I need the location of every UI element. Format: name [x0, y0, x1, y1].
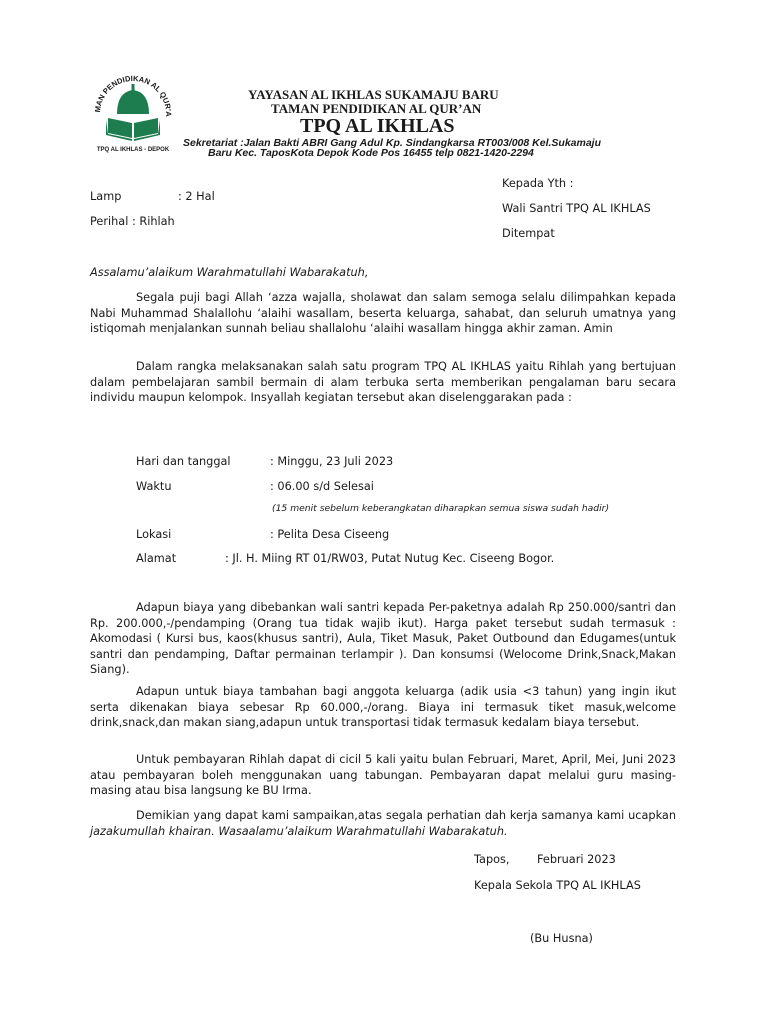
paragraph-opening: Segala puji bagi Allah ‘azza wajalla, sholawat dan salam semoga selalu dilimpahkan kepada Nabi Muhammad Shalallohu ‘alaihi wasallam, beserta keluarga, sahabat, dan seluruh umatnya yang istiqomah menjalankan sunnah beliau shallalohu ‘alaihi wasallam hingga akhir zaman. Amin: [90, 291, 676, 335]
signature-role: Kepala Sekola TPQ AL IKHLAS: [474, 879, 641, 892]
waktu-label: Waktu: [136, 480, 172, 493]
logo-bottom-text: TPQ AL IKHLAS - DEPOK: [96, 147, 170, 153]
lamp-value: : 2 Hal: [178, 190, 215, 203]
recipient-line-1: Kepada Yth :: [502, 177, 574, 190]
school-type: TAMAN PENDIDIKAN AL QUR’AN: [271, 101, 482, 116]
paragraph-purpose: Dalam rangka melaksanakan salah satu program TPQ AL IKHLAS yaitu Rihlah yang bertujuan dalam pembelajaran sambil bermain di alam terbuka serta memberikan pengalaman baru secara individu maupun kelompok. Insyallah kegiatan tersebut akan diselenggarakan pada :: [90, 360, 676, 404]
paragraph-cost: Adapun biaya yang dibebankan wali santri kepada Per-paketnya adalah Rp 250.000/santri dan Rp. 200.000,-/pendamping (Orang tua tidak wajib ikut). Harga paket tersebut sudah termasuk : Akomodasi ( Kursi bus, kaos(khusus santri), Aula, Tiket Masuk, Paket Outbound dan Edugames(untuk santri dan pendamping, Daftar permainan terlampir ). Dan konsumsi (Welocome Drink,Snack,Makan Siang).: [90, 601, 676, 676]
hari-value: : Minggu, 23 Juli 2023: [270, 455, 394, 468]
address-line-1: Sekretariat :Jalan Bakti ABRI Gang Adul Kp. Sindangkarsa RT003/008 Kel.Sukamaju: [183, 137, 602, 149]
paragraph-extra-cost: Adapun untuk biaya tambahan bagi anggota keluarga (adik usia <3 tahun) yang ingin ikut serta dikenakan biaya sebesar Rp 60.000,-/orang. Biaya ini termasuk tiket masuk,welcome drink,snack,dan makan siang,adapun untuk transportasi tidak termasuk kedalam biaya tersebut.: [90, 685, 676, 729]
logo-arc-text: MAN PENDIDIKAN AL QUR'A: [92, 73, 174, 117]
hari-label: Hari dan tanggal: [136, 455, 231, 468]
signature-name: (Bu Husna): [530, 932, 593, 945]
school-logo: [90, 68, 176, 154]
foundation-name: YAYASAN AL IKHLAS SUKAMAJU BARU: [248, 87, 499, 102]
paragraph-payment: Untuk pembayaran Rihlah dapat di cicil 5 kali yaitu bulan Februari, Maret, April, Mei, Juni 2023 atau pembayaran boleh menggunakan uang tabungan. Pembayaran dapat melalui guru masing-masing atau bisa langsung ke BU Irma.: [90, 753, 676, 797]
school-name: TPQ AL IKHLAS: [300, 115, 455, 137]
paragraph-closing: Demikian yang dapat kami sampaikan,atas segala perhatian dah kerja samanya kami ucapkan jazakumullah khairan. Wasaalamu’alaikum Warahmatullahi Wabarakatuh.: [90, 809, 676, 838]
waktu-value: : 06.00 s/d Selesai: [270, 480, 374, 493]
alamat-value: : Jl. H. Miing RT 01/RW03, Putat Nutug Kec. Ciseeng Bogor.: [225, 552, 555, 565]
address-line-2: Baru Kec. TaposKota Depok Kode Pos 16455 telp 0821-1420-2294: [208, 147, 534, 159]
signature-place: Tapos,: [474, 853, 510, 866]
alamat-label: Alamat: [136, 552, 177, 565]
lokasi-label: Lokasi: [136, 528, 172, 541]
recipient-line-3: Ditempat: [502, 227, 555, 240]
lamp-label: Lamp: [90, 190, 122, 203]
greeting: Assalamu’alaikum Warahmatullahi Wabarakatuh,: [90, 266, 369, 279]
recipient-line-2: Wali Santri TPQ AL IKHLAS: [502, 202, 651, 215]
waktu-note: (15 menit sebelum keberangkatan diharapkan semua siswa sudah hadir): [272, 503, 610, 514]
perihal: Perihal : Rihlah: [90, 215, 175, 228]
signature-date: Februari 2023: [537, 853, 616, 866]
lokasi-value: : Pelita Desa Ciseeng: [270, 528, 390, 541]
